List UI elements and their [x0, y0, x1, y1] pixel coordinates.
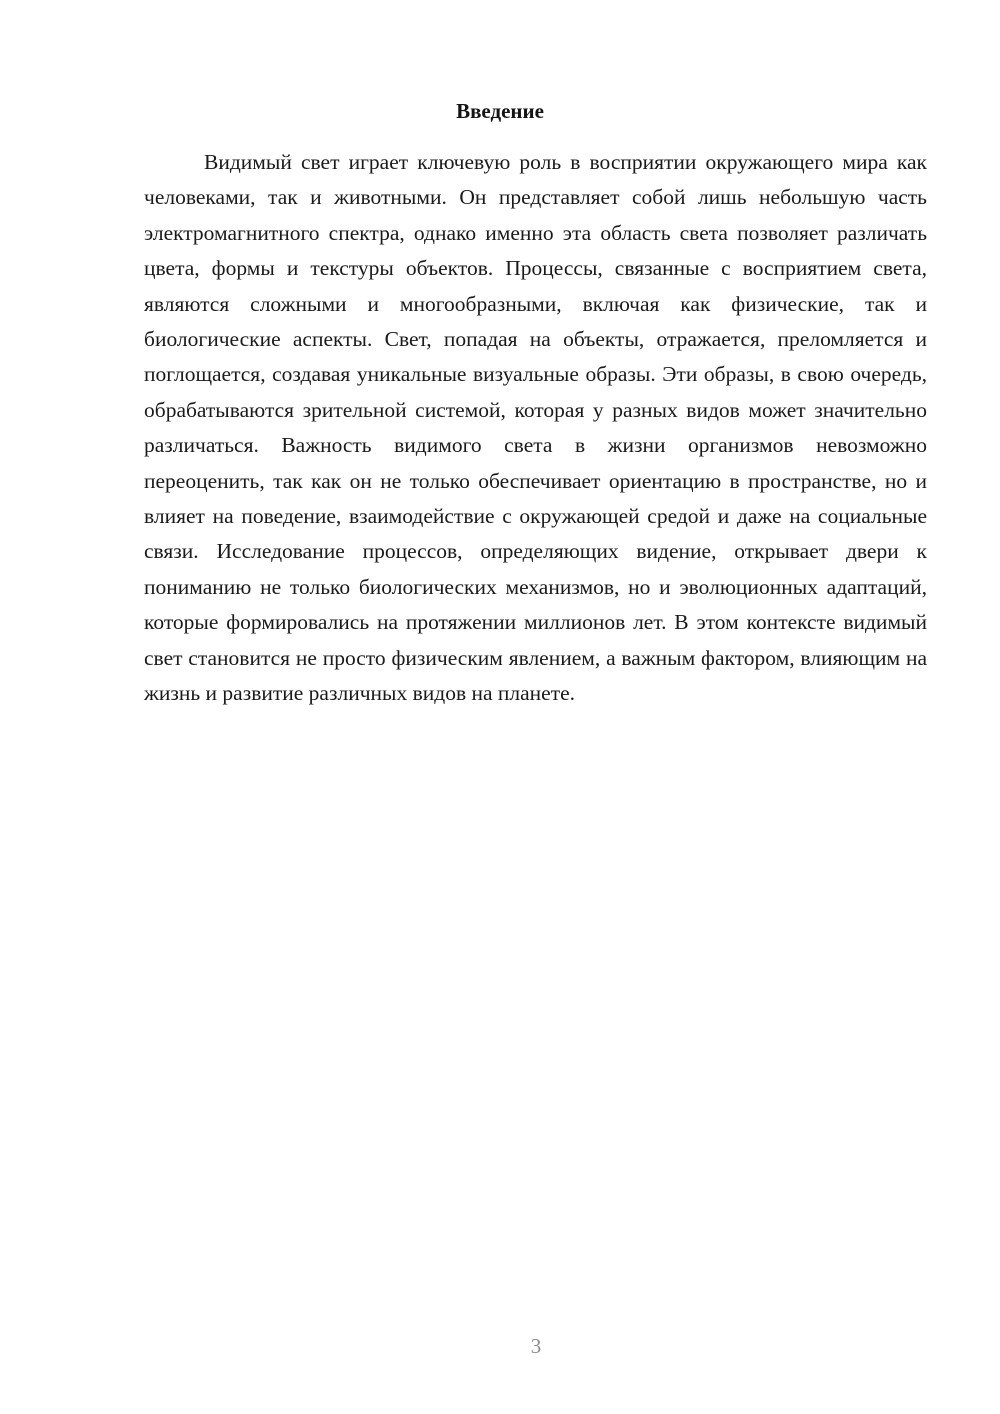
section-heading: Введение: [456, 99, 544, 123]
body-paragraph: Видимый свет играет ключевую роль в восприятии окружающего мира как человеками, так и животными. Он представляет собой лишь небольшую часть электромагнитного спектра, однако именно эта область света позволяет различать цвета, формы и текстуры объектов. Процессы, связанные с восприятием света, являются сложными и многообразными, включая как физические, так и биологические аспекты. Свет, попадая на объекты, отражается, преломляется и поглощается, создавая уникальные визуальные образы. Эти образы, в свою очередь, обрабатываются зрительной системой, которая у разных видов может значительно различаться. Важность видимого света в жизни организмов невозможно переоценить, так как он не только обеспечивает ориентацию в пространстве, но и влияет на поведение, взаимодействие с окружающей средой и даже на социальные связи. Исследование процессов, определяющих видение, открывает двери к пониманию не только биологических механизмов, но и эволюционных адаптаций, которые формировались на протяжении миллионов лет. В этом контексте видимый свет становится не просто физическим явлением, а важным фактором, влияющим на жизнь и развитие различных видов на планете.: [144, 150, 927, 706]
page-number: 3: [530, 1334, 542, 1358]
